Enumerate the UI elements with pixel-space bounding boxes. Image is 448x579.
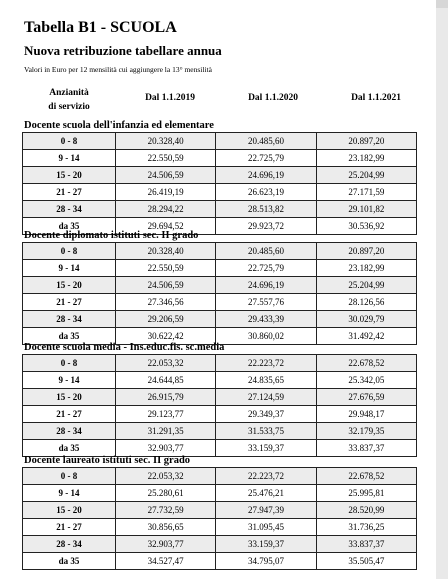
value-2019: 31.291,35 bbox=[116, 423, 216, 440]
years-cell: 9 - 14 bbox=[23, 150, 116, 167]
column-header-2021: Dal 1.1.2021 bbox=[351, 93, 401, 103]
value-2021: 30.029,79 bbox=[316, 311, 416, 328]
column-header-2019: Dal 1.1.2019 bbox=[145, 93, 195, 103]
anzianita-header bbox=[24, 86, 114, 114]
years-cell: 15 - 20 bbox=[23, 502, 116, 519]
years-cell: 28 - 34 bbox=[23, 201, 116, 218]
value-2019: 22.053,32 bbox=[116, 468, 216, 485]
value-2021: 32.179,35 bbox=[316, 423, 416, 440]
value-2021: 29.948,17 bbox=[316, 406, 416, 423]
value-2020: 26.623,19 bbox=[216, 184, 316, 201]
value-2019: 25.280,61 bbox=[116, 485, 216, 502]
value-2019: 24.506,59 bbox=[116, 277, 216, 294]
value-2021: 28.520,99 bbox=[316, 502, 416, 519]
value-2021: 29.101,82 bbox=[316, 201, 416, 218]
value-2020: 22.223,72 bbox=[216, 355, 316, 372]
section-diplomato-sec-ii bbox=[22, 229, 417, 345]
value-2019: 29.123,77 bbox=[116, 406, 216, 423]
table-row bbox=[23, 519, 417, 536]
years-cell: da 35 bbox=[23, 553, 116, 570]
value-2020: 31.095,45 bbox=[216, 519, 316, 536]
table-row bbox=[23, 372, 417, 389]
value-2021: 25.995,81 bbox=[316, 485, 416, 502]
value-2020: 28.513,82 bbox=[216, 201, 316, 218]
value-2019: 32.903,77 bbox=[116, 536, 216, 553]
value-2019: 27.732,59 bbox=[116, 502, 216, 519]
value-2020: 33.159,37 bbox=[216, 440, 316, 457]
years-cell: 0 - 8 bbox=[23, 243, 116, 260]
table-row bbox=[23, 536, 417, 553]
value-2019: 28.294,22 bbox=[116, 201, 216, 218]
section-laureato-sec-ii bbox=[22, 454, 417, 570]
table-row bbox=[23, 502, 417, 519]
table-row bbox=[23, 389, 417, 406]
value-2019: 32.903,77 bbox=[116, 440, 216, 457]
section-title: Docente diplomato istituti sec. II grado bbox=[24, 230, 199, 241]
page-title: Tabella B1 - SCUOLA bbox=[24, 19, 177, 36]
value-2019: 24.506,59 bbox=[116, 167, 216, 184]
years-cell: 0 - 8 bbox=[23, 133, 116, 150]
value-2021: 33.837,37 bbox=[316, 440, 416, 457]
years-cell: 0 - 8 bbox=[23, 355, 116, 372]
years-cell: 28 - 34 bbox=[23, 311, 116, 328]
value-2019: 34.527,47 bbox=[116, 553, 216, 570]
years-cell: 9 - 14 bbox=[23, 260, 116, 277]
value-2020: 22.223,72 bbox=[216, 468, 316, 485]
value-2019: 29.694,52 bbox=[116, 218, 216, 235]
salary-table bbox=[22, 132, 417, 235]
table-row bbox=[23, 201, 417, 218]
value-2020: 27.947,39 bbox=[216, 502, 316, 519]
value-2020: 29.433,39 bbox=[216, 311, 316, 328]
value-2021: 27.171,59 bbox=[316, 184, 416, 201]
salary-table bbox=[22, 467, 417, 570]
years-cell: 9 - 14 bbox=[23, 372, 116, 389]
value-2021: 28.126,56 bbox=[316, 294, 416, 311]
section-title: Docente laureato istituti sec. II grado bbox=[24, 455, 191, 466]
table-row bbox=[23, 277, 417, 294]
value-2021: 27.676,59 bbox=[316, 389, 416, 406]
value-2021: 25.204,99 bbox=[316, 277, 416, 294]
value-2019: 22.550,59 bbox=[116, 150, 216, 167]
section-title: Docente scuola dell'infanzia ed elementare bbox=[24, 120, 214, 131]
value-2021: 20.897,20 bbox=[316, 133, 416, 150]
value-2019: 30.622,42 bbox=[116, 328, 216, 345]
value-2020: 20.485,60 bbox=[216, 133, 316, 150]
years-cell: 28 - 34 bbox=[23, 423, 116, 440]
years-cell: da 35 bbox=[23, 440, 116, 457]
value-2020: 25.476,21 bbox=[216, 485, 316, 502]
value-2019: 22.053,32 bbox=[116, 355, 216, 372]
years-cell: 28 - 34 bbox=[23, 536, 116, 553]
years-cell: 21 - 27 bbox=[23, 184, 116, 201]
value-2019: 27.346,56 bbox=[116, 294, 216, 311]
value-2020: 24.835,65 bbox=[216, 372, 316, 389]
table-row bbox=[23, 260, 417, 277]
table-row bbox=[23, 485, 417, 502]
value-2019: 30.856,65 bbox=[116, 519, 216, 536]
value-2019: 26.419,19 bbox=[116, 184, 216, 201]
value-2021: 31.492,42 bbox=[316, 328, 416, 345]
years-cell: 21 - 27 bbox=[23, 294, 116, 311]
value-2019: 24.644,85 bbox=[116, 372, 216, 389]
value-2020: 34.795,07 bbox=[216, 553, 316, 570]
value-2020: 29.349,37 bbox=[216, 406, 316, 423]
value-2020: 27.124,59 bbox=[216, 389, 316, 406]
value-2019: 26.915,79 bbox=[116, 389, 216, 406]
value-2021: 30.536,92 bbox=[316, 218, 416, 235]
table-row bbox=[23, 133, 417, 150]
value-2021: 25.342,05 bbox=[316, 372, 416, 389]
anzianita-header-line1: Anzianità bbox=[49, 88, 89, 98]
value-2021: 35.505,47 bbox=[316, 553, 416, 570]
table-row bbox=[23, 184, 417, 201]
value-2020: 24.696,19 bbox=[216, 167, 316, 184]
table-row bbox=[23, 468, 417, 485]
column-header bbox=[24, 84, 416, 118]
value-2020: 20.485,60 bbox=[216, 243, 316, 260]
years-cell: 21 - 27 bbox=[23, 519, 116, 536]
years-cell: 9 - 14 bbox=[23, 485, 116, 502]
value-2020: 29.923,72 bbox=[216, 218, 316, 235]
years-cell: 15 - 20 bbox=[23, 277, 116, 294]
years-cell: da 35 bbox=[23, 218, 116, 235]
page-edge bbox=[436, 0, 448, 579]
value-2021: 23.182,99 bbox=[316, 260, 416, 277]
value-2020: 24.696,19 bbox=[216, 277, 316, 294]
section-scuola-media bbox=[22, 341, 417, 457]
salary-table bbox=[22, 354, 417, 457]
value-2021: 22.678,52 bbox=[316, 355, 416, 372]
table-row bbox=[23, 553, 417, 570]
value-2020: 30.860,02 bbox=[216, 328, 316, 345]
years-cell: 21 - 27 bbox=[23, 406, 116, 423]
value-2021: 23.182,99 bbox=[316, 150, 416, 167]
table-row bbox=[23, 406, 417, 423]
table-row bbox=[23, 311, 417, 328]
table-row bbox=[23, 150, 417, 167]
years-cell: da 35 bbox=[23, 328, 116, 345]
value-2021: 33.837,37 bbox=[316, 536, 416, 553]
value-2020: 22.725,79 bbox=[216, 260, 316, 277]
column-header-2020: Dal 1.1.2020 bbox=[248, 93, 298, 103]
table-row bbox=[23, 423, 417, 440]
value-2021: 22.678,52 bbox=[316, 468, 416, 485]
years-cell: 15 - 20 bbox=[23, 389, 116, 406]
table-row bbox=[23, 243, 417, 260]
page-edge-corner bbox=[436, 0, 448, 8]
table-row bbox=[23, 294, 417, 311]
value-2021: 20.897,20 bbox=[316, 243, 416, 260]
currency-note: Valori in Euro per 12 mensilità cui aggiungere la 13° mensilità bbox=[24, 65, 212, 74]
value-2020: 22.725,79 bbox=[216, 150, 316, 167]
value-2020: 33.159,37 bbox=[216, 536, 316, 553]
value-2019: 22.550,59 bbox=[116, 260, 216, 277]
section-infanzia-elementare bbox=[22, 119, 417, 235]
value-2021: 25.204,99 bbox=[316, 167, 416, 184]
value-2019: 20.328,40 bbox=[116, 133, 216, 150]
value-2020: 27.557,76 bbox=[216, 294, 316, 311]
table-row bbox=[23, 167, 417, 184]
value-2021: 31.736,25 bbox=[316, 519, 416, 536]
value-2019: 20.328,40 bbox=[116, 243, 216, 260]
salary-table bbox=[22, 242, 417, 345]
anzianita-header-line2: di servizio bbox=[48, 102, 90, 112]
page-subtitle: Nuova retribuzione tabellare annua bbox=[24, 43, 222, 58]
section-title: Docente scuola media - Ins.educ.fis. sc.media bbox=[24, 342, 225, 353]
years-cell: 0 - 8 bbox=[23, 468, 116, 485]
years-cell: 15 - 20 bbox=[23, 167, 116, 184]
value-2019: 29.206,59 bbox=[116, 311, 216, 328]
table-row bbox=[23, 355, 417, 372]
value-2020: 31.533,75 bbox=[216, 423, 316, 440]
